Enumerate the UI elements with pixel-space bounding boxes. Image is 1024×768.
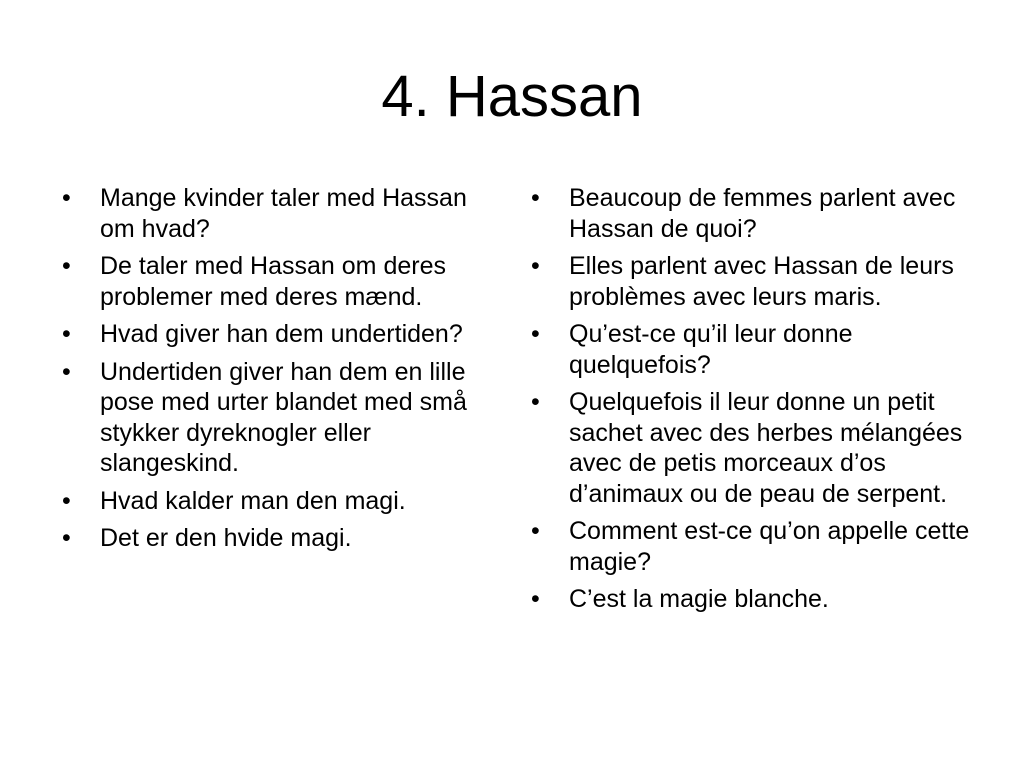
list-item-text: Undertiden giver han dem en lille pose med urter blandet med små stykker dyreknogler eller slangeskind. xyxy=(100,357,467,477)
list-item xyxy=(531,319,971,380)
bullet-icon: • xyxy=(62,486,71,515)
list-item xyxy=(62,183,502,244)
list-item-text: De taler med Hassan om deres problemer med deres mænd. xyxy=(100,252,446,311)
list-item-text: Qu’est-ce qu’il leur donne quelquefois? xyxy=(569,320,853,379)
bullet-icon: • xyxy=(62,357,71,386)
bullet-icon: • xyxy=(531,252,540,280)
list-item-text: Beaucoup de femmes parlent avec Hassan de quoi? xyxy=(569,184,956,243)
list-item xyxy=(62,523,502,554)
list-item-text: Comment est-ce qu’on appelle cette magie? xyxy=(569,517,970,576)
bullet-icon: • xyxy=(62,252,71,280)
list-item-text: Mange kvinder taler med Hassan om hvad? xyxy=(100,184,467,243)
bullet-icon: • xyxy=(531,388,540,416)
bullet-icon: • xyxy=(62,524,71,552)
list-item xyxy=(531,516,971,577)
list-item xyxy=(62,251,502,312)
left-column-danish xyxy=(62,183,502,561)
list-item-text: C’est la magie blanche. xyxy=(569,585,829,613)
bullet-icon: • xyxy=(531,517,540,545)
bullet-icon: • xyxy=(531,184,540,212)
list-item xyxy=(531,183,971,244)
bullet-icon: • xyxy=(62,184,71,212)
list-item xyxy=(531,584,971,615)
bullet-icon: • xyxy=(62,320,71,348)
slide-title: 4. Hassan xyxy=(381,64,643,129)
list-item-text: Hvad giver han dem undertiden? xyxy=(100,320,463,348)
bullet-icon: • xyxy=(531,585,540,613)
right-column-french xyxy=(531,183,971,622)
list-item xyxy=(62,486,502,517)
list-item-text: Hvad kalder man den magi. xyxy=(100,486,406,515)
list-item xyxy=(531,251,971,312)
list-item xyxy=(62,357,502,479)
list-item xyxy=(62,319,502,350)
list-item-text: Quelquefois il leur donne un petit sachet avec des herbes mélangées avec de petis morceaux d’os d’animaux ou de peau de serpent. xyxy=(569,388,963,508)
list-item-text: Elles parlent avec Hassan de leurs problèmes avec leurs maris. xyxy=(569,252,954,311)
bullet-icon: • xyxy=(531,320,540,348)
list-item xyxy=(531,387,971,509)
list-item-text: Det er den hvide magi. xyxy=(100,524,352,552)
